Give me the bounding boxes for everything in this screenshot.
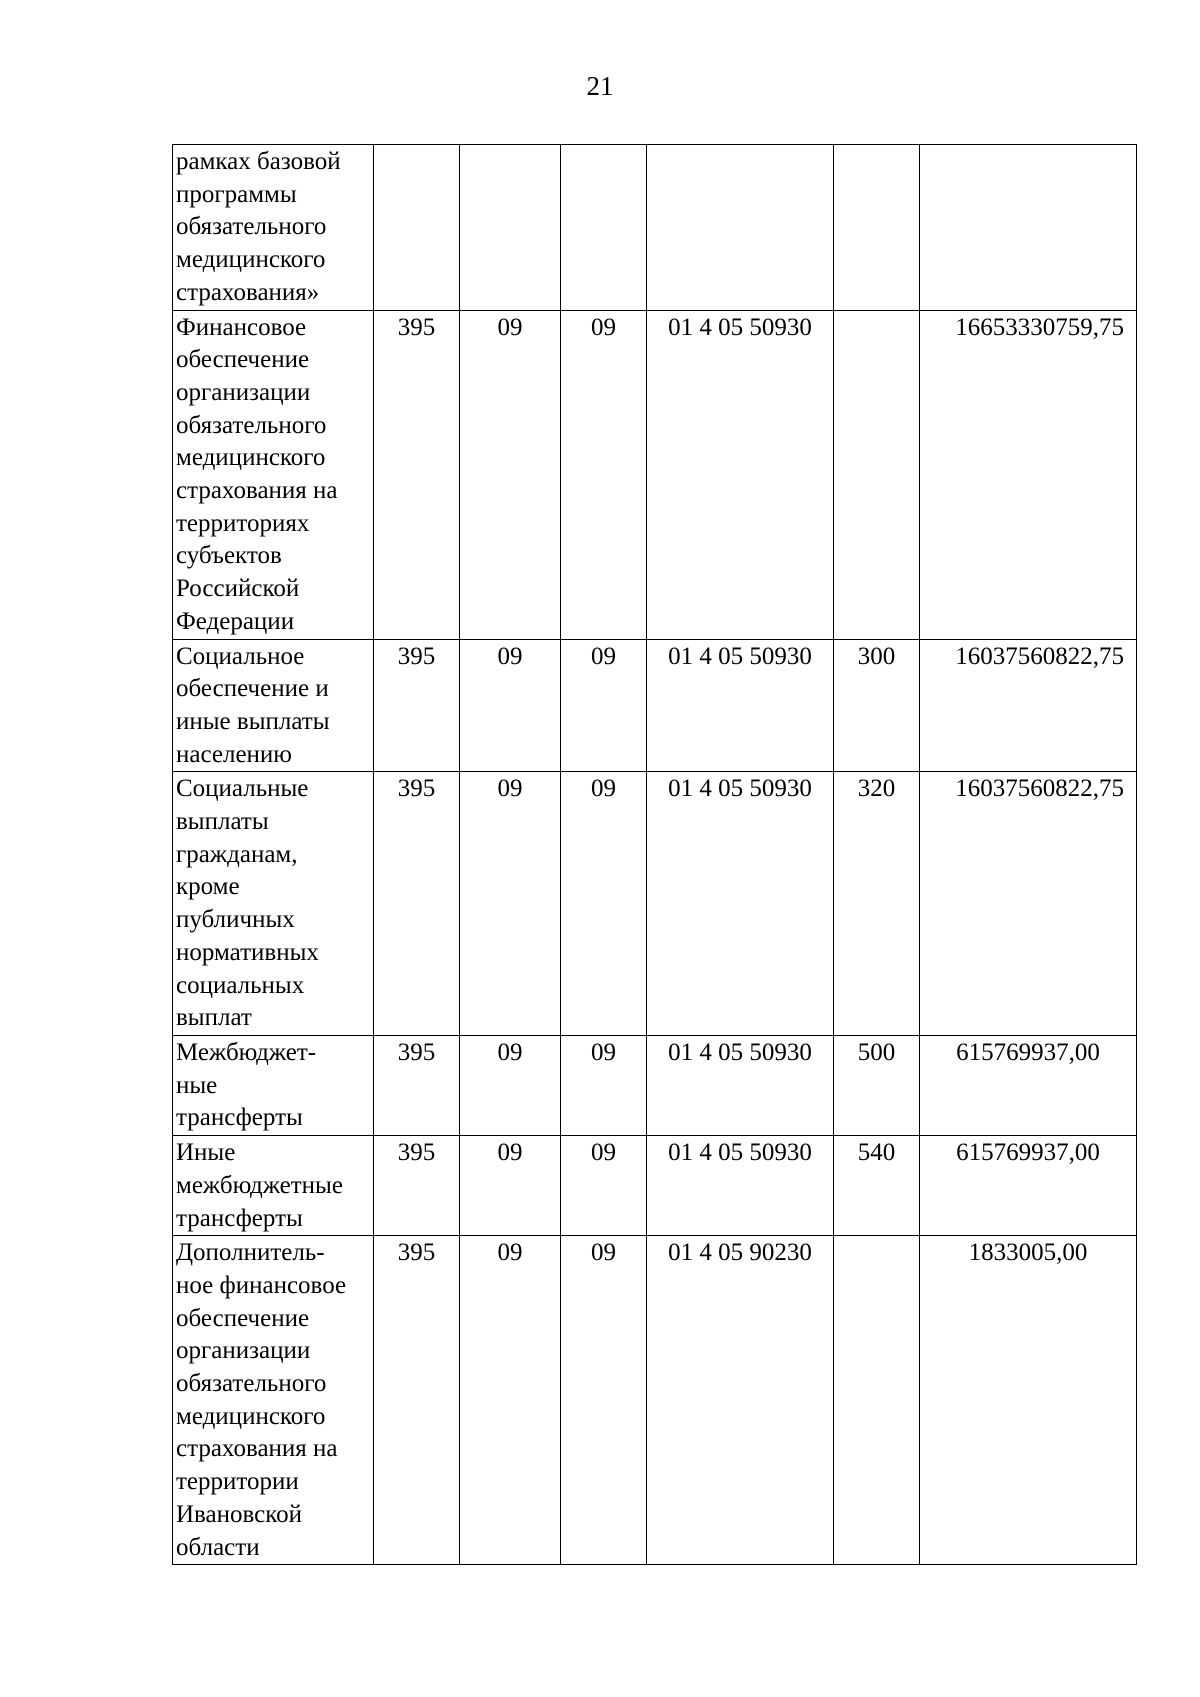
budget-table-body xyxy=(173,145,1137,1565)
row-name-line: Межбюджет- xyxy=(176,1038,317,1066)
subsection-cell: 09 xyxy=(561,310,647,639)
row-name-cell xyxy=(173,145,374,311)
row-name-line: области xyxy=(176,1533,260,1561)
row-name-cell xyxy=(173,1035,374,1135)
row-name-line: медицинского xyxy=(176,246,326,274)
target-article-cell: 01 4 05 50930 xyxy=(647,1136,834,1236)
row-name-line: трансферты xyxy=(176,1104,303,1132)
row-name-line: публичных xyxy=(176,906,295,934)
row-name-line: территории xyxy=(176,1468,299,1496)
row-name-line: территориях xyxy=(176,509,310,537)
expense-type-cell: 540 xyxy=(834,1136,920,1236)
table-row xyxy=(173,145,1137,311)
row-name-cell xyxy=(173,772,374,1036)
subsection-cell: 09 xyxy=(561,1035,647,1135)
row-name-cell xyxy=(173,1236,374,1565)
ved-cell: 395 xyxy=(374,639,460,772)
row-name-line: Ивановской xyxy=(176,1500,303,1528)
row-name-line: страхования на xyxy=(176,477,338,505)
ved-cell: 395 xyxy=(374,310,460,639)
ved-cell: 395 xyxy=(374,1236,460,1565)
subsection-cell: 09 xyxy=(561,1136,647,1236)
row-name-line: Социальные xyxy=(176,775,309,803)
row-name-line: медицинского xyxy=(176,1402,326,1430)
amount-cell xyxy=(920,145,1137,311)
amount-cell: 16037560822,75 xyxy=(920,639,1137,772)
row-name-line: межбюджетные xyxy=(176,1171,343,1199)
table-row xyxy=(173,1236,1137,1565)
amount-cell: 16653330759,75 xyxy=(920,310,1137,639)
target-article-cell xyxy=(647,145,834,311)
page-number: 21 xyxy=(586,71,614,101)
row-name-line: социальных xyxy=(176,971,305,999)
section-cell: 09 xyxy=(460,310,561,639)
expense-type-cell: 320 xyxy=(834,772,920,1036)
row-name-line: трансферты xyxy=(176,1204,303,1232)
row-name-line: программы xyxy=(176,180,297,208)
amount-cell: 615769937,00 xyxy=(920,1136,1137,1236)
row-name-line: обеспечение xyxy=(176,346,310,374)
row-name-cell xyxy=(173,1136,374,1236)
target-article-cell: 01 4 05 90230 xyxy=(647,1236,834,1565)
table-row xyxy=(173,310,1137,639)
target-article-cell: 01 4 05 50930 xyxy=(647,772,834,1036)
expense-type-cell xyxy=(834,1236,920,1565)
expense-type-cell: 300 xyxy=(834,639,920,772)
row-name-line: ное финансовое xyxy=(176,1271,347,1299)
row-name-line: Финансовое xyxy=(176,313,307,341)
row-name-line: выплат xyxy=(176,1004,252,1032)
expense-type-cell xyxy=(834,310,920,639)
row-name-line: организации xyxy=(176,1337,311,1365)
subsection-cell: 09 xyxy=(561,639,647,772)
row-name-line: ные xyxy=(176,1071,218,1099)
table-row xyxy=(173,1035,1137,1135)
row-name-line: Российской xyxy=(176,575,300,603)
amount-cell: 615769937,00 xyxy=(920,1035,1137,1135)
row-name-line: гражданам, xyxy=(176,840,298,868)
row-name-line: медицинского xyxy=(176,444,326,472)
row-name-line: Федерации xyxy=(176,607,295,635)
budget-table xyxy=(172,144,1137,1565)
section-cell xyxy=(460,145,561,311)
section-cell: 09 xyxy=(460,1136,561,1236)
subsection-cell: 09 xyxy=(561,1236,647,1565)
ved-cell: 395 xyxy=(374,772,460,1036)
row-name-line: рамках базовой xyxy=(176,148,341,175)
row-name-line: субъектов xyxy=(176,542,282,570)
row-name-line: выплаты xyxy=(176,808,269,836)
row-name-line: Дополнитель- xyxy=(176,1239,325,1267)
row-name-line: населению xyxy=(176,740,292,768)
row-name-line: обязательного xyxy=(176,213,327,241)
row-name-cell xyxy=(173,310,374,639)
expense-type-cell xyxy=(834,145,920,311)
table-row xyxy=(173,772,1137,1036)
ved-cell: 395 xyxy=(374,1136,460,1236)
row-name-line: обязательного xyxy=(176,1370,327,1398)
subsection-cell xyxy=(561,145,647,311)
subsection-cell: 09 xyxy=(561,772,647,1036)
section-cell: 09 xyxy=(460,1035,561,1135)
target-article-cell: 01 4 05 50930 xyxy=(647,1035,834,1135)
row-name-line: обеспечение и xyxy=(176,675,329,703)
amount-cell: 1833005,00 xyxy=(920,1236,1137,1565)
row-name-cell xyxy=(173,639,374,772)
row-name-line: Иные xyxy=(176,1139,236,1167)
row-name-line: обеспечение xyxy=(176,1304,310,1332)
section-cell: 09 xyxy=(460,1236,561,1565)
ved-cell: 395 xyxy=(374,1035,460,1135)
row-name-line: Социальное xyxy=(176,642,305,670)
table-row xyxy=(173,639,1137,772)
row-name-line: организации xyxy=(176,378,311,406)
row-name-line: нормативных xyxy=(176,938,319,966)
row-name-line: иные выплаты xyxy=(176,707,330,735)
row-name-line: обязательного xyxy=(176,411,327,439)
section-cell: 09 xyxy=(460,639,561,772)
section-cell: 09 xyxy=(460,772,561,1036)
target-article-cell: 01 4 05 50930 xyxy=(647,310,834,639)
table-row xyxy=(173,1136,1137,1236)
row-name-line: страхования» xyxy=(176,278,320,306)
ved-cell xyxy=(374,145,460,311)
row-name-line: кроме xyxy=(176,873,240,901)
amount-cell: 16037560822,75 xyxy=(920,772,1137,1036)
row-name-line: страхования на xyxy=(176,1435,338,1463)
expense-type-cell: 500 xyxy=(834,1035,920,1135)
target-article-cell: 01 4 05 50930 xyxy=(647,639,834,772)
